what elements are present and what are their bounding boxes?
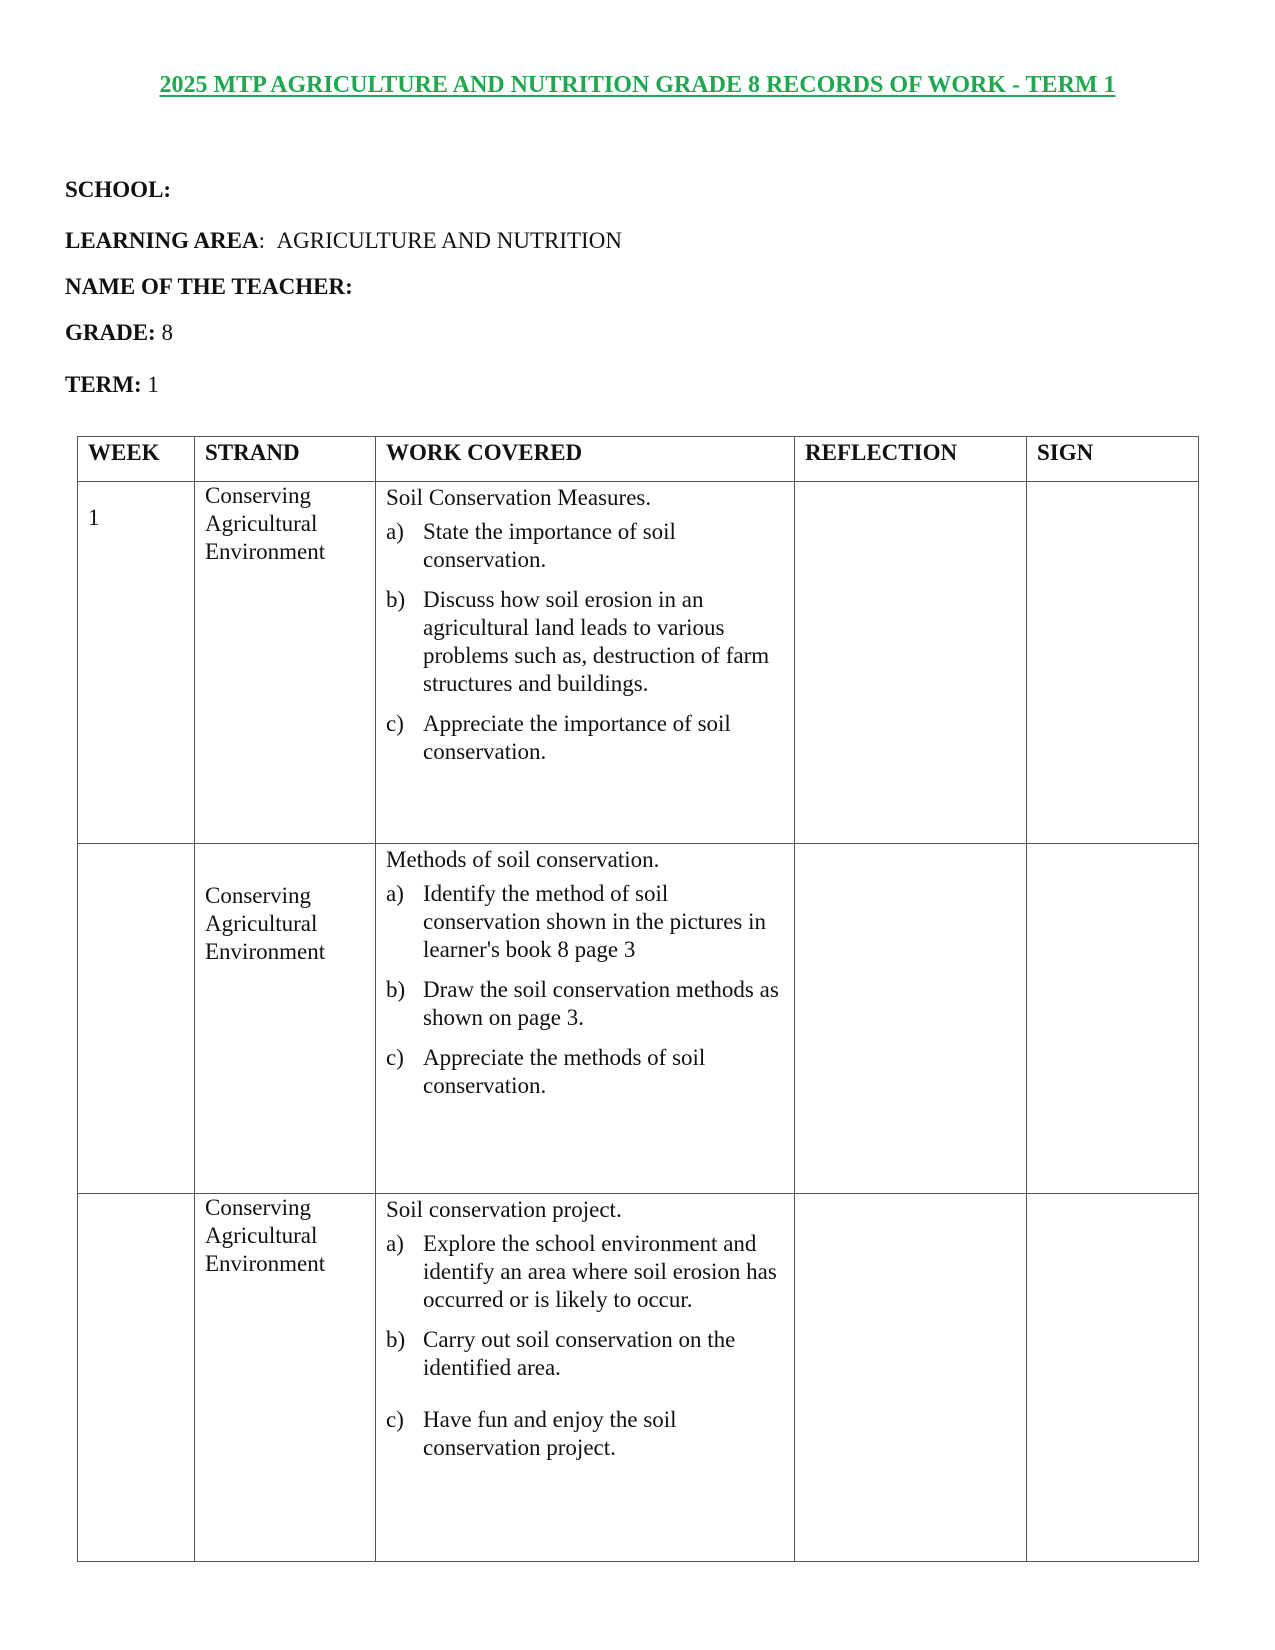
objective-marker: a) xyxy=(386,519,404,544)
learning-area-label: LEARNING AREA xyxy=(65,228,259,253)
objectives-list xyxy=(386,1230,784,1462)
objective-marker: b) xyxy=(386,1327,406,1352)
objectives-list xyxy=(386,518,784,766)
learning-area-value: AGRICULTURE AND NUTRITION xyxy=(276,228,622,253)
objective-item xyxy=(386,518,784,574)
objective-marker: a) xyxy=(386,881,404,906)
header-strand: STRAND xyxy=(195,437,376,482)
lesson-topic: Methods of soil conservation. xyxy=(386,847,660,872)
objective-text: Carry out soil conservation on the identified area. xyxy=(423,1327,736,1380)
week-cell xyxy=(78,844,195,1194)
objective-item xyxy=(386,710,784,766)
reflection-cell[interactable] xyxy=(795,482,1027,844)
objective-text: Appreciate the importance of soil conservation. xyxy=(423,711,731,764)
objective-item xyxy=(386,1044,784,1100)
table-row xyxy=(78,844,1199,1194)
teacher-line xyxy=(65,273,353,301)
objective-marker: b) xyxy=(386,977,406,1002)
school-label: SCHOOL: xyxy=(65,177,172,202)
objective-item xyxy=(386,1230,784,1314)
objective-text: Draw the soil conservation methods as shown on page 3. xyxy=(423,977,779,1030)
objective-text: Have fun and enjoy the soil conservation project. xyxy=(423,1407,677,1460)
grade-line xyxy=(65,319,173,347)
records-table xyxy=(77,436,1199,1562)
work-covered-cell xyxy=(376,482,795,844)
sign-cell[interactable] xyxy=(1027,844,1199,1194)
term-line xyxy=(65,371,159,399)
objective-text: Appreciate the methods of soil conservation. xyxy=(423,1045,706,1098)
term-value: 1 xyxy=(147,372,159,397)
teacher-label: NAME OF THE TEACHER: xyxy=(65,274,353,299)
header-work-covered: WORK COVERED xyxy=(376,437,795,482)
work-covered-cell xyxy=(376,844,795,1194)
objective-marker: b) xyxy=(386,587,406,612)
header-reflection: REFLECTION xyxy=(795,437,1027,482)
strand-cell: Conserving Agricultural Environment xyxy=(195,1194,376,1562)
lesson-topic: Soil conservation project. xyxy=(386,1197,622,1222)
objective-item xyxy=(386,880,784,964)
objective-marker: c) xyxy=(386,711,404,736)
objectives-list xyxy=(386,880,784,1100)
header-sign: SIGN xyxy=(1027,437,1199,482)
objective-item xyxy=(386,976,784,1032)
objective-item xyxy=(386,1406,784,1462)
objective-text: Explore the school environment and identify an area where soil erosion has occurred or is likely to occur. xyxy=(423,1231,777,1312)
objective-text: Discuss how soil erosion in an agricultural land leads to various problems such as, destruction of farm structures and buildings. xyxy=(423,587,770,696)
document-title: 2025 MTP AGRICULTURE AND NUTRITION GRADE 8 RECORDS OF WORK - TERM 1 xyxy=(159,72,1116,98)
term-label: TERM: xyxy=(65,372,142,397)
learning-area-line xyxy=(65,227,622,255)
sign-cell[interactable] xyxy=(1027,1194,1199,1562)
grade-value: 8 xyxy=(161,320,173,345)
strand-cell: Conserving Agricultural Environment xyxy=(195,844,376,1194)
work-covered-cell xyxy=(376,1194,795,1562)
week-cell xyxy=(78,1194,195,1562)
objective-item xyxy=(386,1326,784,1382)
strand-cell: Conserving Agricultural Environment xyxy=(195,482,376,844)
learning-area-colon: : xyxy=(258,228,266,253)
objective-item xyxy=(386,586,784,698)
reflection-cell[interactable] xyxy=(795,1194,1027,1562)
objective-text: State the importance of soil conservation. xyxy=(423,519,676,572)
objective-marker: c) xyxy=(386,1407,404,1432)
sign-cell[interactable] xyxy=(1027,482,1199,844)
header-week: WEEK xyxy=(78,437,195,482)
objective-marker: a) xyxy=(386,1231,404,1256)
school-line xyxy=(65,176,171,204)
objective-text: Identify the method of soil conservation shown in the pictures in learner's book 8 page 3 xyxy=(423,881,767,962)
week-cell: 1 xyxy=(78,482,195,844)
table-header-row xyxy=(78,437,1199,482)
table-row xyxy=(78,1194,1199,1562)
table-row xyxy=(78,482,1199,844)
grade-label: GRADE: xyxy=(65,320,156,345)
lesson-topic: Soil Conservation Measures. xyxy=(386,485,652,510)
objective-marker: c) xyxy=(386,1045,404,1070)
reflection-cell[interactable] xyxy=(795,844,1027,1194)
